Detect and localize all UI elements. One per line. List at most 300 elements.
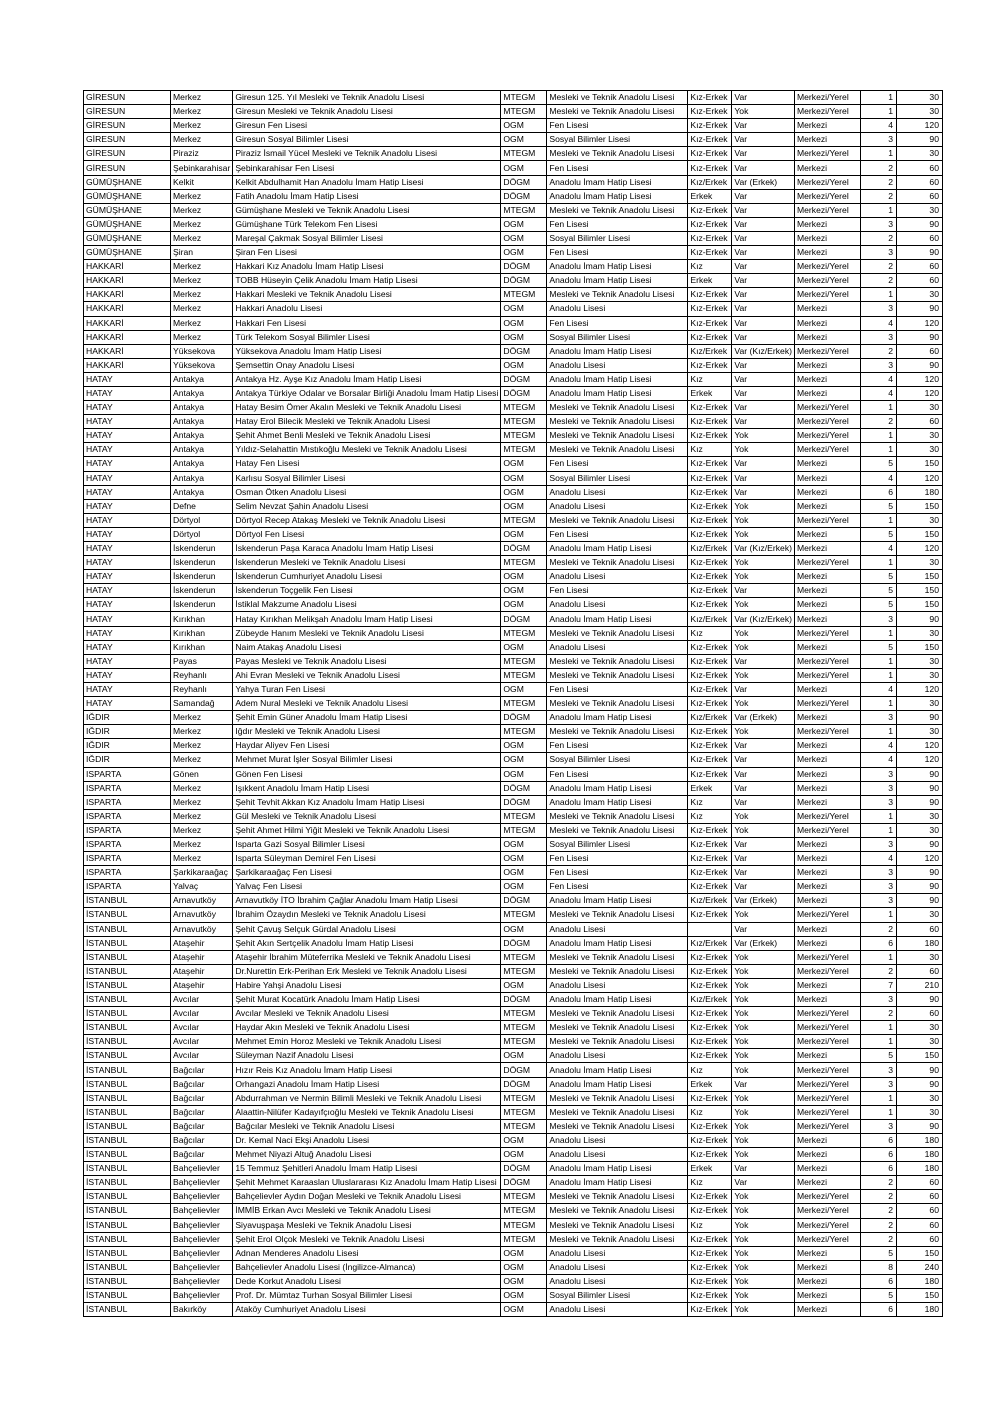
placement-cell: Merkezi/Yerel bbox=[794, 626, 860, 640]
placement-cell: Merkezi bbox=[794, 527, 860, 541]
quota-cell: 150 bbox=[896, 1246, 942, 1260]
province-cell: İSTANBUL bbox=[84, 908, 171, 922]
province-cell: HAKKARİ bbox=[84, 302, 171, 316]
placement-cell: Merkezi bbox=[794, 471, 860, 485]
school-name-cell: Türk Telekom Sosyal Bilimler Lisesi bbox=[233, 330, 501, 344]
school-name-cell: Antakya Türkiye Odalar ve Borsalar Birliği Anadolu İmam Hatip Lisesi bbox=[233, 386, 501, 400]
school-type-cell: Mesleki ve Teknik Anadolu Lisesi bbox=[547, 105, 688, 119]
gender-cell: Kız bbox=[688, 809, 732, 823]
placement-cell: Merkezi bbox=[794, 598, 860, 612]
placement-cell: Merkezi bbox=[794, 978, 860, 992]
class-count-cell: 1 bbox=[860, 203, 896, 217]
department-cell: MTEGM bbox=[501, 654, 547, 668]
placement-cell: Merkezi/Yerel bbox=[794, 175, 860, 189]
dormitory-cell: Var bbox=[732, 880, 795, 894]
class-count-cell: 1 bbox=[860, 147, 896, 161]
district-cell: Bahçelievler bbox=[171, 1260, 233, 1274]
quota-cell: 60 bbox=[896, 1232, 942, 1246]
district-cell: Merkez bbox=[171, 203, 233, 217]
school-name-cell: İskenderun Toçgelik Fen Lisesi bbox=[233, 584, 501, 598]
district-cell: Merkez bbox=[171, 217, 233, 231]
gender-cell: Kız-Erkek bbox=[688, 499, 732, 513]
table-row bbox=[84, 1133, 943, 1147]
placement-cell: Merkezi/Yerel bbox=[794, 1218, 860, 1232]
school-type-cell: Anadolu Lisesi bbox=[547, 922, 688, 936]
district-cell: Avcılar bbox=[171, 993, 233, 1007]
district-cell: Merkez bbox=[171, 119, 233, 133]
dormitory-cell: Var (Erkek) bbox=[732, 936, 795, 950]
province-cell: GÜMÜŞHANE bbox=[84, 231, 171, 245]
province-cell: HAKKARİ bbox=[84, 330, 171, 344]
quota-cell: 60 bbox=[896, 1190, 942, 1204]
department-cell: DÖGM bbox=[501, 936, 547, 950]
department-cell: DÖGM bbox=[501, 1063, 547, 1077]
placement-cell: Merkezi bbox=[794, 1260, 860, 1274]
department-cell: OGM bbox=[501, 682, 547, 696]
quota-cell: 90 bbox=[896, 993, 942, 1007]
district-cell: Merkez bbox=[171, 837, 233, 851]
table-row bbox=[84, 1204, 943, 1218]
school-type-cell: Fen Lisesi bbox=[547, 880, 688, 894]
table-row bbox=[84, 203, 943, 217]
school-type-cell: Anadolu Lisesi bbox=[547, 1148, 688, 1162]
class-count-cell: 4 bbox=[860, 753, 896, 767]
district-cell: Payas bbox=[171, 654, 233, 668]
quota-cell: 180 bbox=[896, 936, 942, 950]
table-row bbox=[84, 1035, 943, 1049]
quota-cell: 30 bbox=[896, 401, 942, 415]
placement-cell: Merkezi/Yerel bbox=[794, 809, 860, 823]
district-cell: Reyhanlı bbox=[171, 682, 233, 696]
school-name-cell: Hakkari Kız Anadolu İmam Hatip Lisesi bbox=[233, 260, 501, 274]
dormitory-cell: Yok bbox=[732, 1190, 795, 1204]
class-count-cell: 6 bbox=[860, 1148, 896, 1162]
class-count-cell: 3 bbox=[860, 1119, 896, 1133]
school-name-cell: Gümüşhane Mesleki ve Teknik Anadolu Lisesi bbox=[233, 203, 501, 217]
province-cell: GİRESUN bbox=[84, 119, 171, 133]
placement-cell: Merkezi/Yerel bbox=[794, 1091, 860, 1105]
dormitory-cell: Var bbox=[732, 401, 795, 415]
dormitory-cell: Var bbox=[732, 91, 795, 105]
school-type-cell: Anadolu İmam Hatip Lisesi bbox=[547, 175, 688, 189]
gender-cell: Kız-Erkek bbox=[688, 725, 732, 739]
quota-cell: 240 bbox=[896, 1260, 942, 1274]
school-type-cell: Mesleki ve Teknik Anadolu Lisesi bbox=[547, 443, 688, 457]
school-name-cell: Hızır Reis Kız Anadolu İmam Hatip Lisesi bbox=[233, 1063, 501, 1077]
quota-cell: 30 bbox=[896, 725, 942, 739]
placement-cell: Merkezi/Yerel bbox=[794, 668, 860, 682]
school-type-cell: Sosyal Bilimler Lisesi bbox=[547, 231, 688, 245]
department-cell: OGM bbox=[501, 302, 547, 316]
school-name-cell: Gönen Fen Lisesi bbox=[233, 767, 501, 781]
class-count-cell: 2 bbox=[860, 161, 896, 175]
department-cell: MTEGM bbox=[501, 203, 547, 217]
school-type-cell: Fen Lisesi bbox=[547, 119, 688, 133]
school-type-cell: Sosyal Bilimler Lisesi bbox=[547, 837, 688, 851]
quota-cell: 210 bbox=[896, 978, 942, 992]
dormitory-cell: Yok bbox=[732, 513, 795, 527]
department-cell: OGM bbox=[501, 978, 547, 992]
school-type-cell: Fen Lisesi bbox=[547, 866, 688, 880]
school-type-cell: Mesleki ve Teknik Anadolu Lisesi bbox=[547, 1007, 688, 1021]
district-cell: Dörtyol bbox=[171, 513, 233, 527]
district-cell: Merkez bbox=[171, 231, 233, 245]
department-cell: MTEGM bbox=[501, 908, 547, 922]
dormitory-cell: Var bbox=[732, 852, 795, 866]
school-name-cell: Haydar Akın Mesleki ve Teknik Anadolu Lisesi bbox=[233, 1021, 501, 1035]
quota-cell: 180 bbox=[896, 1162, 942, 1176]
province-cell: HATAY bbox=[84, 542, 171, 556]
table-row bbox=[84, 1077, 943, 1091]
placement-cell: Merkezi/Yerel bbox=[794, 260, 860, 274]
gender-cell: Kız/Erkek bbox=[688, 936, 732, 950]
quota-cell: 120 bbox=[896, 471, 942, 485]
school-name-cell: İskenderun Mesleki ve Teknik Anadolu Lisesi bbox=[233, 556, 501, 570]
department-cell: OGM bbox=[501, 640, 547, 654]
gender-cell: Kız-Erkek bbox=[688, 837, 732, 851]
department-cell: OGM bbox=[501, 217, 547, 231]
province-cell: İSTANBUL bbox=[84, 1091, 171, 1105]
district-cell: Merkez bbox=[171, 711, 233, 725]
gender-cell: Kız bbox=[688, 1218, 732, 1232]
province-cell: HATAY bbox=[84, 668, 171, 682]
placement-cell: Merkezi/Yerel bbox=[794, 288, 860, 302]
table-body bbox=[84, 91, 943, 1317]
province-cell: İSTANBUL bbox=[84, 922, 171, 936]
table-row bbox=[84, 964, 943, 978]
dormitory-cell: Var bbox=[732, 189, 795, 203]
school-type-cell: Fen Lisesi bbox=[547, 767, 688, 781]
school-type-cell: Mesleki ve Teknik Anadolu Lisesi bbox=[547, 1204, 688, 1218]
table-row bbox=[84, 1007, 943, 1021]
school-type-cell: Anadolu Lisesi bbox=[547, 302, 688, 316]
gender-cell: Kız-Erkek bbox=[688, 358, 732, 372]
quota-cell: 120 bbox=[896, 316, 942, 330]
placement-cell: Merkezi bbox=[794, 485, 860, 499]
table-row bbox=[84, 598, 943, 612]
district-cell: İskenderun bbox=[171, 542, 233, 556]
school-type-cell: Mesleki ve Teknik Anadolu Lisesi bbox=[547, 823, 688, 837]
placement-cell: Merkezi/Yerel bbox=[794, 964, 860, 978]
school-name-cell: Dr.Nurettin Erk-Perihan Erk Mesleki ve Teknik Anadolu Lisesi bbox=[233, 964, 501, 978]
province-cell: HATAY bbox=[84, 415, 171, 429]
province-cell: HATAY bbox=[84, 654, 171, 668]
department-cell: OGM bbox=[501, 767, 547, 781]
table-row bbox=[84, 231, 943, 245]
quota-cell: 30 bbox=[896, 556, 942, 570]
province-cell: GÜMÜŞHANE bbox=[84, 189, 171, 203]
quota-cell: 30 bbox=[896, 91, 942, 105]
dormitory-cell: Var bbox=[732, 316, 795, 330]
province-cell: İSTANBUL bbox=[84, 1148, 171, 1162]
class-count-cell: 2 bbox=[860, 231, 896, 245]
quota-cell: 30 bbox=[896, 809, 942, 823]
district-cell: Ataşehir bbox=[171, 950, 233, 964]
school-name-cell: Şarkikaraağaç Fen Lisesi bbox=[233, 866, 501, 880]
gender-cell: Kız bbox=[688, 1176, 732, 1190]
department-cell: MTEGM bbox=[501, 105, 547, 119]
department-cell: DÖGM bbox=[501, 993, 547, 1007]
dormitory-cell: Yok bbox=[732, 598, 795, 612]
dormitory-cell: Var bbox=[732, 386, 795, 400]
table-row bbox=[84, 344, 943, 358]
table-row bbox=[84, 936, 943, 950]
department-cell: DÖGM bbox=[501, 894, 547, 908]
district-cell: Antakya bbox=[171, 429, 233, 443]
school-type-cell: Anadolu İmam Hatip Lisesi bbox=[547, 894, 688, 908]
table-row bbox=[84, 1190, 943, 1204]
province-cell: HATAY bbox=[84, 401, 171, 415]
table-row bbox=[84, 91, 943, 105]
class-count-cell: 2 bbox=[860, 189, 896, 203]
table-row bbox=[84, 993, 943, 1007]
placement-cell: Merkezi bbox=[794, 161, 860, 175]
gender-cell: Kız-Erkek bbox=[688, 401, 732, 415]
placement-cell: Merkezi bbox=[794, 993, 860, 1007]
province-cell: HATAY bbox=[84, 386, 171, 400]
class-count-cell: 6 bbox=[860, 1303, 896, 1317]
school-name-cell: Şehit Murat Kocatürk Anadolu İmam Hatip Lisesi bbox=[233, 993, 501, 1007]
district-cell: Merkez bbox=[171, 739, 233, 753]
table-row bbox=[84, 1148, 943, 1162]
placement-cell: Merkezi bbox=[794, 852, 860, 866]
district-cell: Merkez bbox=[171, 725, 233, 739]
school-name-cell: Naim Atakaş Anadolu Lisesi bbox=[233, 640, 501, 654]
gender-cell: Kız-Erkek bbox=[688, 753, 732, 767]
school-name-cell: Dörtyol Recep Atakaş Mesleki ve Teknik Anadolu Lisesi bbox=[233, 513, 501, 527]
school-name-cell: Dörtyol Fen Lisesi bbox=[233, 527, 501, 541]
province-cell: HAKKARİ bbox=[84, 344, 171, 358]
table-row bbox=[84, 852, 943, 866]
district-cell: Merkez bbox=[171, 274, 233, 288]
school-name-cell: Piraziz İsmail Yücel Mesleki ve Teknik Anadolu Lisesi bbox=[233, 147, 501, 161]
table-row bbox=[84, 260, 943, 274]
placement-cell: Merkezi bbox=[794, 542, 860, 556]
dormitory-cell: Var bbox=[732, 682, 795, 696]
district-cell: Bağcılar bbox=[171, 1091, 233, 1105]
province-cell: HATAY bbox=[84, 485, 171, 499]
department-cell: MTEGM bbox=[501, 1190, 547, 1204]
dormitory-cell: Yok bbox=[732, 964, 795, 978]
placement-cell: Merkezi/Yerel bbox=[794, 1232, 860, 1246]
school-name-cell: Bahçelievler Anadolu Lisesi (İngilizce-Almanca) bbox=[233, 1260, 501, 1274]
table-row bbox=[84, 513, 943, 527]
table-row bbox=[84, 527, 943, 541]
table-row bbox=[84, 697, 943, 711]
department-cell: MTEGM bbox=[501, 809, 547, 823]
department-cell: MTEGM bbox=[501, 288, 547, 302]
province-cell: HATAY bbox=[84, 556, 171, 570]
placement-cell: Merkezi bbox=[794, 1162, 860, 1176]
table-row bbox=[84, 175, 943, 189]
quota-cell: 60 bbox=[896, 175, 942, 189]
class-count-cell: 5 bbox=[860, 1246, 896, 1260]
gender-cell: Kız-Erkek bbox=[688, 697, 732, 711]
table-row bbox=[84, 542, 943, 556]
placement-cell: Merkezi/Yerel bbox=[794, 91, 860, 105]
class-count-cell: 2 bbox=[860, 415, 896, 429]
school-name-cell: Dede Korkut Anadolu Lisesi bbox=[233, 1274, 501, 1288]
placement-cell: Merkezi/Yerel bbox=[794, 1035, 860, 1049]
department-cell: OGM bbox=[501, 880, 547, 894]
district-cell: Merkez bbox=[171, 330, 233, 344]
department-cell: DÖGM bbox=[501, 1077, 547, 1091]
district-cell: Merkez bbox=[171, 302, 233, 316]
school-type-cell: Fen Lisesi bbox=[547, 852, 688, 866]
gender-cell: Kız-Erkek bbox=[688, 739, 732, 753]
table-row bbox=[84, 795, 943, 809]
gender-cell: Kız-Erkek bbox=[688, 1035, 732, 1049]
province-cell: HATAY bbox=[84, 570, 171, 584]
dormitory-cell: Yok bbox=[732, 626, 795, 640]
class-count-cell: 5 bbox=[860, 1288, 896, 1302]
department-cell: DÖGM bbox=[501, 1176, 547, 1190]
table-row bbox=[84, 161, 943, 175]
class-count-cell: 3 bbox=[860, 133, 896, 147]
quota-cell: 150 bbox=[896, 1288, 942, 1302]
placement-cell: Merkezi/Yerel bbox=[794, 344, 860, 358]
dormitory-cell: Var bbox=[732, 654, 795, 668]
quota-cell: 90 bbox=[896, 837, 942, 851]
district-cell: Ataşehir bbox=[171, 936, 233, 950]
placement-cell: Merkezi/Yerel bbox=[794, 1204, 860, 1218]
class-count-cell: 3 bbox=[860, 894, 896, 908]
department-cell: OGM bbox=[501, 1288, 547, 1302]
quota-cell: 30 bbox=[896, 147, 942, 161]
placement-cell: Merkezi bbox=[794, 1288, 860, 1302]
province-cell: ISPARTA bbox=[84, 823, 171, 837]
school-type-cell: Anadolu İmam Hatip Lisesi bbox=[547, 274, 688, 288]
school-type-cell: Anadolu İmam Hatip Lisesi bbox=[547, 936, 688, 950]
dormitory-cell: Var bbox=[732, 471, 795, 485]
school-type-cell: Sosyal Bilimler Lisesi bbox=[547, 330, 688, 344]
school-type-cell: Anadolu İmam Hatip Lisesi bbox=[547, 1162, 688, 1176]
department-cell: DÖGM bbox=[501, 781, 547, 795]
province-cell: HAKKARİ bbox=[84, 316, 171, 330]
province-cell: GÜMÜŞHANE bbox=[84, 203, 171, 217]
quota-cell: 150 bbox=[896, 570, 942, 584]
dormitory-cell: Yok bbox=[732, 1049, 795, 1063]
department-cell: MTEGM bbox=[501, 1035, 547, 1049]
school-name-cell: İskenderun Cumhuriyet Anadolu Lisesi bbox=[233, 570, 501, 584]
school-type-cell: Anadolu İmam Hatip Lisesi bbox=[547, 189, 688, 203]
class-count-cell: 1 bbox=[860, 950, 896, 964]
district-cell: Gönen bbox=[171, 767, 233, 781]
quota-cell: 150 bbox=[896, 457, 942, 471]
province-cell: İSTANBUL bbox=[84, 1176, 171, 1190]
school-type-cell: Mesleki ve Teknik Anadolu Lisesi bbox=[547, 1190, 688, 1204]
class-count-cell: 2 bbox=[860, 1204, 896, 1218]
district-cell: Antakya bbox=[171, 401, 233, 415]
district-cell: Merkez bbox=[171, 288, 233, 302]
placement-cell: Merkezi/Yerel bbox=[794, 950, 860, 964]
placement-cell: Merkezi bbox=[794, 119, 860, 133]
table-row bbox=[84, 1246, 943, 1260]
school-name-cell: Gümüşhane Türk Telekom Fen Lisesi bbox=[233, 217, 501, 231]
province-cell: ISPARTA bbox=[84, 880, 171, 894]
class-count-cell: 1 bbox=[860, 823, 896, 837]
class-count-cell: 6 bbox=[860, 936, 896, 950]
dormitory-cell: Var bbox=[732, 485, 795, 499]
table-row bbox=[84, 767, 943, 781]
class-count-cell: 2 bbox=[860, 274, 896, 288]
province-cell: GİRESUN bbox=[84, 105, 171, 119]
class-count-cell: 4 bbox=[860, 739, 896, 753]
gender-cell: Kız/Erkek bbox=[688, 612, 732, 626]
school-type-cell: Fen Lisesi bbox=[547, 457, 688, 471]
district-cell: Bahçelievler bbox=[171, 1232, 233, 1246]
school-type-cell: Fen Lisesi bbox=[547, 246, 688, 260]
class-count-cell: 5 bbox=[860, 1049, 896, 1063]
school-name-cell: Gül Mesleki ve Teknik Anadolu Lisesi bbox=[233, 809, 501, 823]
class-count-cell: 5 bbox=[860, 584, 896, 598]
district-cell: Dörtyol bbox=[171, 527, 233, 541]
class-count-cell: 3 bbox=[860, 993, 896, 1007]
school-type-cell: Mesleki ve Teknik Anadolu Lisesi bbox=[547, 429, 688, 443]
school-type-cell: Anadolu Lisesi bbox=[547, 358, 688, 372]
placement-cell: Merkezi/Yerel bbox=[794, 147, 860, 161]
class-count-cell: 6 bbox=[860, 1133, 896, 1147]
class-count-cell: 3 bbox=[860, 880, 896, 894]
table-row bbox=[84, 330, 943, 344]
class-count-cell: 2 bbox=[860, 344, 896, 358]
district-cell: Merkez bbox=[171, 809, 233, 823]
department-cell: MTEGM bbox=[501, 964, 547, 978]
school-name-cell: Isparta Süleyman Demirel Fen Lisesi bbox=[233, 852, 501, 866]
placement-cell: Merkezi/Yerel bbox=[794, 725, 860, 739]
school-type-cell: Mesleki ve Teknik Anadolu Lisesi bbox=[547, 908, 688, 922]
class-count-cell: 3 bbox=[860, 302, 896, 316]
province-cell: HATAY bbox=[84, 584, 171, 598]
district-cell: Samandağ bbox=[171, 697, 233, 711]
gender-cell: Kız-Erkek bbox=[688, 330, 732, 344]
table-row bbox=[84, 401, 943, 415]
placement-cell: Merkezi bbox=[794, 231, 860, 245]
school-name-cell: Zübeyde Hanım Mesleki ve Teknik Anadolu Lisesi bbox=[233, 626, 501, 640]
department-cell: MTEGM bbox=[501, 626, 547, 640]
table-row bbox=[84, 556, 943, 570]
school-name-cell: Isparta Gazi Sosyal Bilimler Lisesi bbox=[233, 837, 501, 851]
gender-cell: Kız-Erkek bbox=[688, 471, 732, 485]
gender-cell: Kız-Erkek bbox=[688, 640, 732, 654]
school-type-cell: Anadolu Lisesi bbox=[547, 1303, 688, 1317]
province-cell: İSTANBUL bbox=[84, 1218, 171, 1232]
placement-cell: Merkezi/Yerel bbox=[794, 105, 860, 119]
school-type-cell: Anadolu Lisesi bbox=[547, 640, 688, 654]
district-cell: Şebinkarahisar bbox=[171, 161, 233, 175]
school-type-cell: Mesleki ve Teknik Anadolu Lisesi bbox=[547, 513, 688, 527]
dormitory-cell: Var bbox=[732, 753, 795, 767]
province-cell: İSTANBUL bbox=[84, 894, 171, 908]
school-type-cell: Sosyal Bilimler Lisesi bbox=[547, 471, 688, 485]
class-count-cell: 3 bbox=[860, 612, 896, 626]
district-cell: Yüksekova bbox=[171, 344, 233, 358]
gender-cell: Kız-Erkek bbox=[688, 978, 732, 992]
gender-cell: Erkek bbox=[688, 386, 732, 400]
district-cell: İskenderun bbox=[171, 556, 233, 570]
table-row bbox=[84, 570, 943, 584]
quota-cell: 30 bbox=[896, 203, 942, 217]
placement-cell: Merkezi bbox=[794, 499, 860, 513]
placement-cell: Merkezi/Yerel bbox=[794, 401, 860, 415]
quota-cell: 150 bbox=[896, 584, 942, 598]
class-count-cell: 3 bbox=[860, 1063, 896, 1077]
table-row bbox=[84, 866, 943, 880]
province-cell: İSTANBUL bbox=[84, 1162, 171, 1176]
school-type-cell: Anadolu Lisesi bbox=[547, 1049, 688, 1063]
school-name-cell: Hatay Fen Lisesi bbox=[233, 457, 501, 471]
gender-cell: Kız/Erkek bbox=[688, 894, 732, 908]
